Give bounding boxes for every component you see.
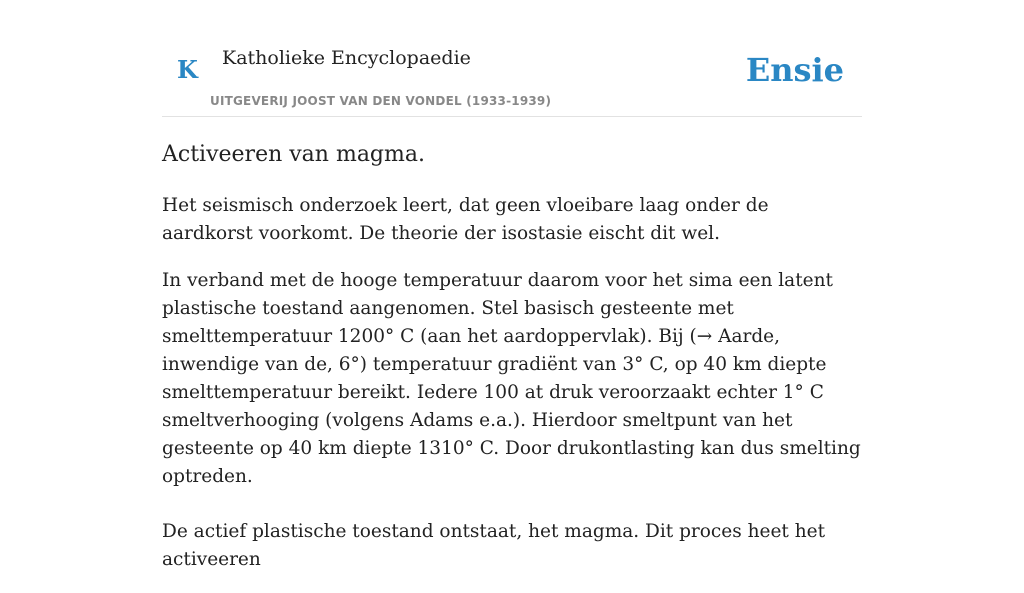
article-paragraph: Het seismisch onderzoek leert, dat geen vloeibare laag onder de aardkorst voorkomt. De theorie der isostasie eischt dit wel.: [162, 195, 769, 244]
article-paragraph: In verband met de hooge temperatuur daarom voor het sima een latent plastische toestand aangenomen. Stel basisch gesteente met smelttemperatuur 1200° C (aan het aardoppervlak). Bij (→ Aarde, inwendige van de, 6°) temperatuur gradiënt van 3° C, op 40 km diepte smelttemperatuur bereikt. Iedere 100 at druk veroorzaakt echter 1° C smeltverhooging (volgens Adams e.a.). Hierdoor smeltpunt van het gesteente op 40 km diepte 1310° C. Door drukontlasting kan dus smelting optreden.: [162, 270, 861, 487]
publication-subtitle: UITGEVERIJ JOOST VAN DEN VONDEL (1933-1939): [210, 94, 552, 108]
publication-title[interactable]: Katholieke Encyclopaedie: [222, 47, 471, 69]
article-paragraph: De actief plastische toestand ontstaat, het magma. Dit proces heet het activeeren: [162, 521, 826, 570]
ensie-brand-logo[interactable]: Ensie: [745, 51, 844, 89]
publication-logo[interactable]: K: [177, 55, 198, 84]
site-header: [162, 0, 862, 117]
article-body: [162, 192, 862, 593]
page: [162, 0, 862, 570]
article-title: Activeeren van magma.: [162, 142, 425, 167]
